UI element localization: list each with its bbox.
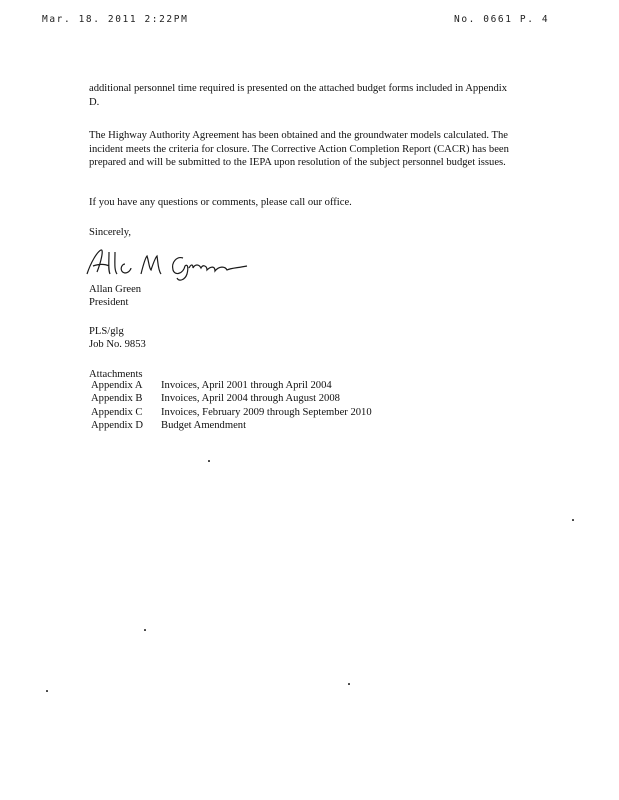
scan-speck	[208, 460, 210, 462]
signer-name: Allan Green	[89, 284, 142, 295]
attachment-label: Appendix C	[91, 406, 143, 418]
fax-header	[0, 14, 619, 28]
closing-salutation: Sincerely,	[89, 227, 131, 238]
handwritten-signature	[79, 244, 259, 284]
reference-initials: PLS/glg	[89, 326, 124, 337]
attachment-row	[89, 379, 509, 392]
attachment-row	[89, 392, 509, 405]
attachments-list	[89, 379, 509, 433]
paragraph-budget: additional personnel time required is presented on the attached budget forms included in Appendix D.	[89, 83, 508, 108]
attachment-label: Appendix B	[91, 393, 143, 405]
scan-speck	[144, 629, 146, 631]
attachment-description: Invoices, April 2004 through August 2008	[161, 393, 340, 405]
attachment-label: Appendix A	[91, 380, 143, 391]
fax-page-number: No. 0661 P. 4	[454, 14, 550, 25]
attachments-heading: Attachments	[89, 369, 143, 380]
job-number: Job No. 9853	[89, 339, 146, 350]
attachment-description: Invoices, February 2009 through September 2010	[161, 406, 372, 418]
signer-title: President	[89, 297, 129, 308]
fax-timestamp: Mar. 18. 2011 2:22PM	[42, 14, 189, 25]
attachment-label: Appendix D	[91, 420, 144, 432]
scan-speck	[46, 690, 48, 692]
attachment-description: Invoices, April 2001 through April 2004	[161, 380, 332, 391]
scan-speck	[348, 683, 350, 685]
paragraph-contact: If you have any questions or comments, please call our office.	[89, 197, 352, 208]
attachment-row	[89, 406, 509, 419]
scan-speck	[572, 519, 574, 521]
paragraph-closure: The Highway Authority Agreement has been obtained and the groundwater models calculated. The incident meets the criteria for closure. The Corrective Action Completion Report (CACR) has been prepared and will be submitted to the IEPA upon resolution of the subject personnel budget issues.	[89, 130, 509, 169]
attachment-description: Budget Amendment	[161, 420, 247, 432]
attachment-row	[89, 419, 509, 432]
